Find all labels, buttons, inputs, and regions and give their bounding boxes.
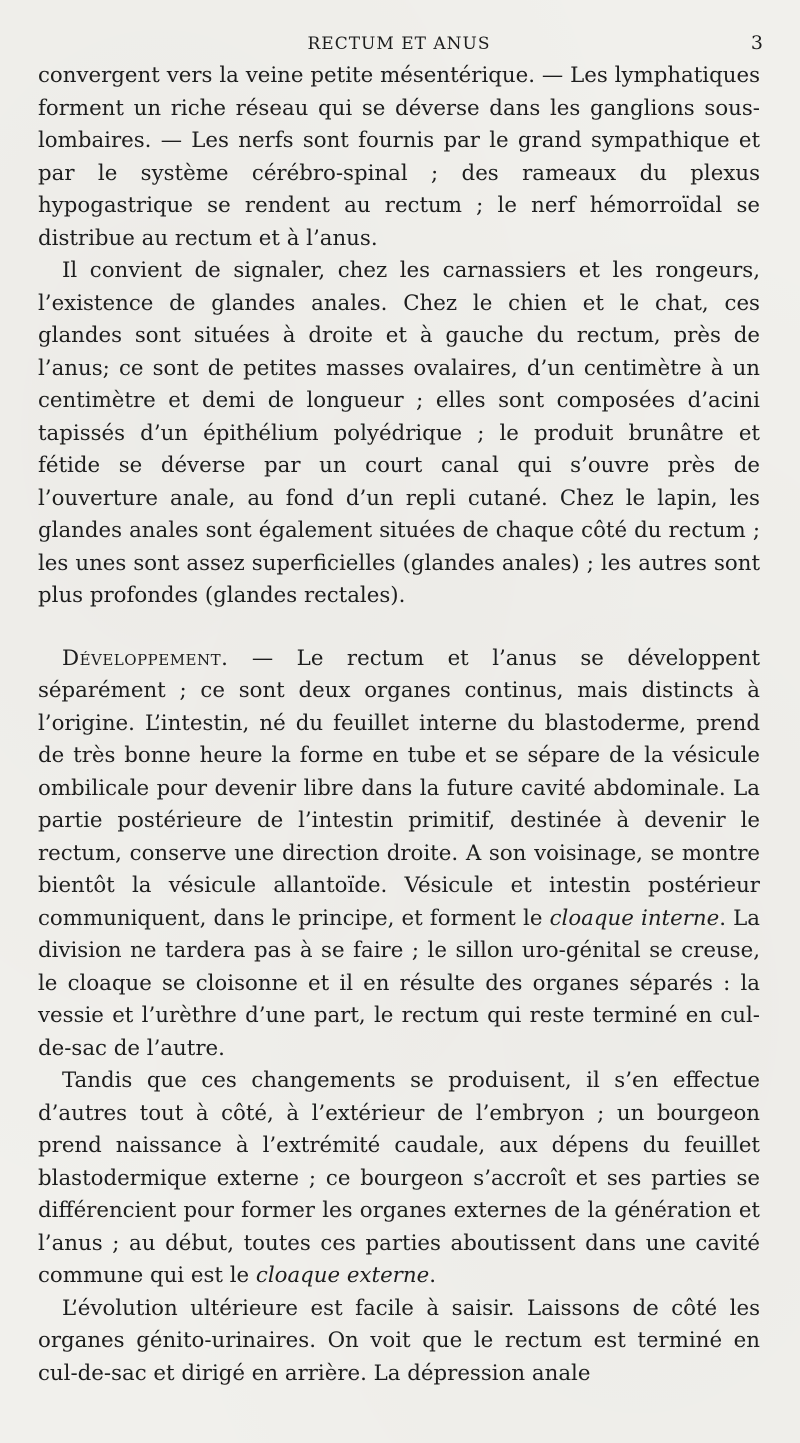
paragraph-evolution: L’évolution ultérieure est facile à saisir. Laissons de côté les organes génito-urinaires. On voit que le rectum est terminé en cul-de-sac et dirigé en arrière. La dépression anale (38, 1295, 760, 1386)
section-heading-development: Développement. (62, 645, 229, 671)
paragraph-vessels-nerves: convergent vers la veine petite mésentérique. — Les lymphatiques forment un riche réseau qui se déverse dans les ganglions sous-lombaires. — Les nerfs sont fournis par le grand sympathique et par le système cérébro-spinal ; des rameaux du plexus hypogastrique se rendent au rectum ; le nerf hémorroïdal se distribue au rectum et à l’anus. (38, 63, 760, 251)
paragraph-external-bud-text-1: Tandis que ces changements se produisent, il s’en effectue d’autres tout à côté, à l’extérieur de l’embryon ; un bourgeon prend naissance à l’extrémité caudale, aux dépens du feuillet blastodermique externe ; ce bourgeon s’accroît et ses parties se différencient pour former les organes externes de la génération et l’anus ; au début, toutes ces parties aboutissent dans une cavité commune qui est le (38, 1068, 760, 1288)
body-text (38, 60, 760, 1390)
running-title: RECTUM ET ANUS (307, 34, 491, 54)
page-number: 3 (750, 32, 764, 54)
paragraph-anal-glands: Il convient de signaler, chez les carnassiers et les rongeurs, l’existence de glandes anales. Chez le chien et le chat, ces glandes sont situées à droite et à gauche du rectum, près de l’anus; ce sont de petites masses ovalaires, d’un centimètre à un centimètre et demi de longueur ; elles sont composées d’acini tapissés d’un épithélium polyédrique ; le produit brunâtre et fétide se déverse par un court canal qui s’ouvre près de l’ouverture anale, au fond d’un repli cutané. Chez le lapin, les glandes anales sont également situées de chaque côté du rectum ; les unes sont assez superficielles (glandes anales) ; les autres sont plus profondes (glandes rectales). (38, 258, 760, 608)
paragraph-development (38, 643, 760, 1066)
term-cloaque-externe: cloaque externe (255, 1263, 430, 1288)
paragraph-development-text-1: — Le rectum et l’anus se développent séparément ; ce sont deux organes continus, mais distincts à l’origine. L’intestin, né du feuillet interne du blastoderme, prend de très bonne heure la forme en tube et se sépare de la vésicule ombilicale pour devenir libre dans la future cavité abdominale. La partie postérieure de l’intestin primitif, destinée à devenir le rectum, conserve une direction droite. A son voisinage, se montre bientôt la vésicule allantoïde. Vésicule et intestin postérieur communiquent, dans le principe, et forment le (38, 645, 760, 931)
term-cloaque-interne: cloaque interne (549, 905, 720, 931)
paragraph-external-bud-text-2: . (429, 1263, 436, 1288)
paragraph-development-text-2: . La division ne tardera pas à se faire ; le sillon uro-génital se creuse, le cloaque se cloisonne et il en résulte des organes séparés : la vessie et l’urèthre d’une part, le rectum qui reste terminé en cul-de-sac de l’autre. (38, 905, 760, 1061)
paragraph-external-bud (38, 1065, 760, 1293)
running-head (38, 26, 764, 60)
